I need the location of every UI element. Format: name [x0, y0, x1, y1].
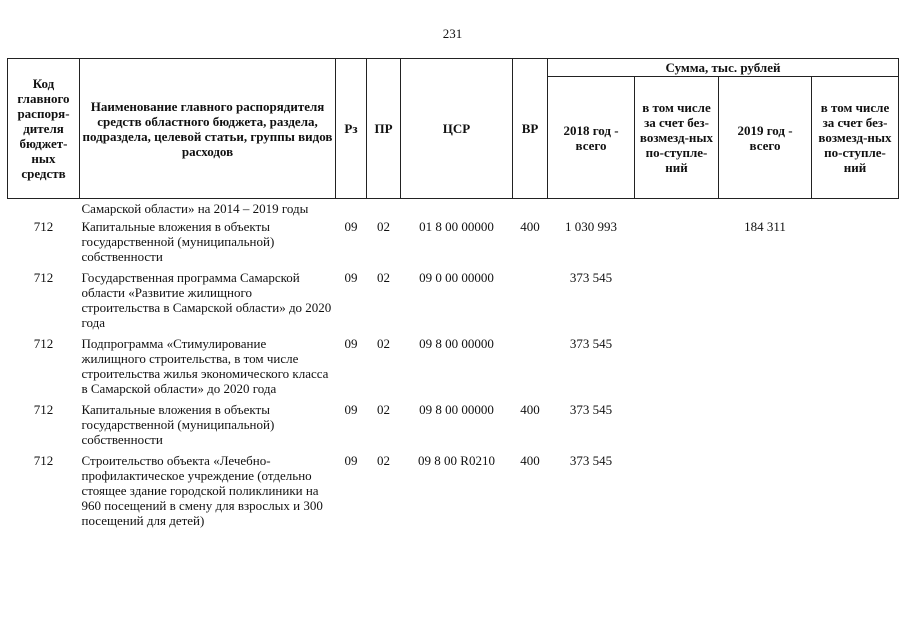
cell-pr: 02: [377, 219, 390, 234]
cell-vr: [513, 199, 548, 218]
cell-rz: [336, 199, 367, 218]
cell-vr: [513, 268, 548, 334]
cell-2019-total: [719, 268, 812, 334]
table-row: [8, 451, 899, 532]
table-header: [8, 59, 899, 199]
cell-2018-total: 373 545: [569, 270, 613, 285]
cell-name: Самарской области» на 2014 – 2019 годы: [81, 201, 309, 216]
cell-2018-free: [635, 268, 719, 334]
cell-rz: 09: [344, 336, 358, 351]
cell-2019-total: [719, 451, 812, 532]
header-csr: ЦСР: [401, 59, 513, 199]
cell-2019-free: [812, 451, 899, 532]
cell-2018-total: 373 545: [569, 402, 613, 417]
cell-vr: [513, 334, 548, 400]
cell-pr: 02: [377, 402, 390, 417]
cell-2019-free: [812, 217, 899, 268]
cell-2018-free: [635, 199, 719, 218]
cell-2018-free: [635, 217, 719, 268]
cell-vr: 400: [520, 453, 540, 468]
table-row: [8, 217, 899, 268]
budget-table: [7, 58, 899, 532]
cell-2019-total: 184 311: [744, 219, 786, 234]
cell-2019-free: [812, 199, 899, 218]
cell-name: Капитальные вложения в объекты государственной (муниципальной) собственности: [81, 402, 275, 447]
cell-2018-total: 1 030 993: [565, 219, 617, 234]
cell-pr: 02: [377, 453, 390, 468]
cell-2018-free: [635, 334, 719, 400]
cell-2018-free: [635, 400, 719, 451]
cell-2018-total: [548, 199, 635, 218]
cell-csr: 09 0 00 00000: [419, 270, 494, 285]
header-2019-free: в том числе за счет без-возмезд-ных по-ступле-ний: [812, 77, 899, 199]
cell-name: Строительство объекта «Лечебно-профилактическое учреждение (отдельно стоящее здание городской поликлиники на 960 посещений в смену для взрослых и 300 посещений для детей): [81, 453, 323, 528]
cell-csr: 09 8 00 R0210: [418, 453, 495, 468]
header-2018-free: в том числе за счет без-возмезд-ных по-ступле-ний: [635, 77, 719, 199]
cell-2019-total: [719, 334, 812, 400]
cell-csr: [401, 199, 513, 218]
header-2019-total: 2019 год - всего: [719, 77, 812, 199]
cell-pr: 02: [377, 336, 390, 351]
header-rz: Рз: [336, 59, 367, 199]
cell-code: 712: [33, 402, 54, 417]
cell-name: Капитальные вложения в объекты государственной (муниципальной) собственности: [81, 219, 275, 264]
cell-csr: 09 8 00 00000: [419, 402, 494, 417]
cell-rz: 09: [344, 270, 358, 285]
cell-2019-total: [719, 400, 812, 451]
cell-2018-total: 373 545: [569, 453, 613, 468]
cell-code: 712: [33, 219, 54, 234]
cell-code: 712: [33, 270, 54, 285]
header-2018-total: 2018 год - всего: [548, 77, 635, 199]
cell-csr: 01 8 00 00000: [419, 219, 494, 234]
cell-code: [8, 199, 80, 218]
cell-name: Государственная программа Самарской области «Развитие жилищного строительства в Самарской области» до 2020 года: [81, 270, 332, 330]
cell-2018-free: [635, 451, 719, 532]
header-sum-group: Сумма, тыс. рублей: [548, 59, 899, 77]
table-row: [8, 199, 899, 218]
cell-rz: 09: [344, 402, 358, 417]
table-row: [8, 400, 899, 451]
cell-2019-free: [812, 400, 899, 451]
cell-vr: 400: [520, 219, 540, 234]
cell-pr: [367, 199, 401, 218]
table-row: [8, 268, 899, 334]
header-code: Код главного распоря-дителя бюджет-ных средств: [8, 59, 80, 199]
cell-2019-total: [719, 199, 812, 218]
cell-2018-total: 373 545: [569, 336, 613, 351]
cell-csr: 09 8 00 00000: [419, 336, 494, 351]
header-pr: ПР: [367, 59, 401, 199]
header-vr: ВР: [513, 59, 548, 199]
cell-code: 712: [33, 453, 54, 468]
cell-pr: 02: [377, 270, 390, 285]
page-number: 231: [442, 26, 463, 41]
cell-code: 712: [33, 336, 54, 351]
table-row: [8, 334, 899, 400]
header-name: Наименование главного распорядителя средств областного бюджета, раздела, подраздела, целевой статьи, группы видов расходов: [80, 59, 336, 199]
cell-rz: 09: [344, 219, 358, 234]
table-body: [8, 199, 899, 533]
cell-rz: 09: [344, 453, 358, 468]
cell-vr: 400: [520, 402, 540, 417]
cell-2019-free: [812, 334, 899, 400]
cell-name: Подпрограмма «Стимулирование жилищного строительства, в том числе строительства жилья экономического класса в Самарской области» до 2020 года: [81, 336, 329, 396]
cell-2019-free: [812, 268, 899, 334]
